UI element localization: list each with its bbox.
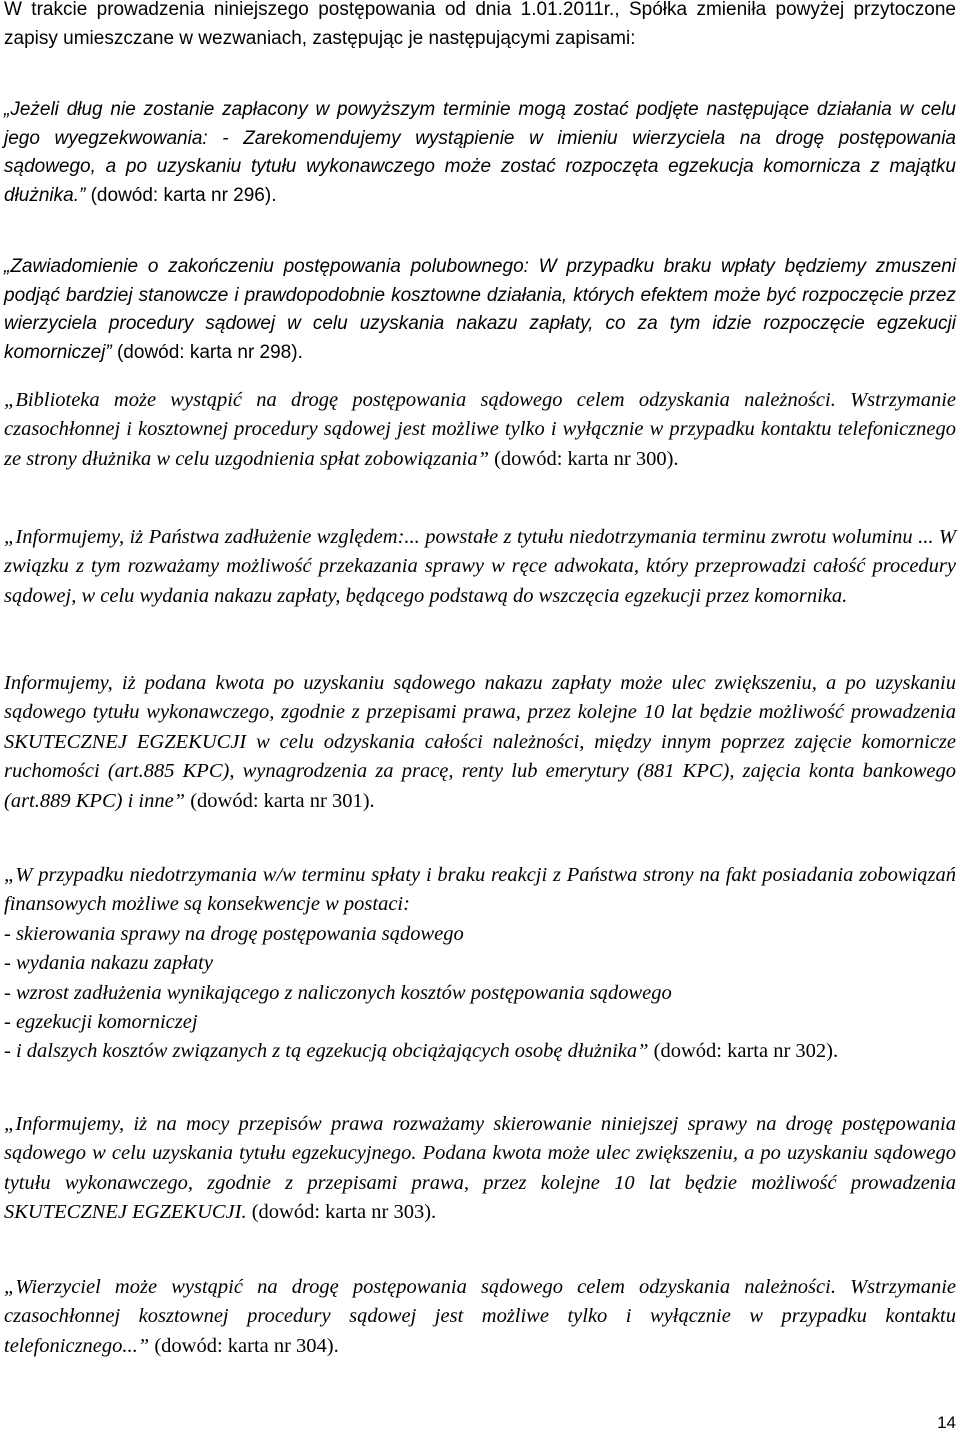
quote-300 (4, 386, 956, 474)
consequence-item-4: - egzekucji komorniczej (4, 1011, 198, 1034)
quote-304 (4, 1273, 956, 1361)
evidence-ref-303: (dowód: karta nr 303). (246, 1201, 437, 1224)
consequence-item-2: - wydania nakazu zapłaty (4, 952, 213, 975)
quote-301-part1 (4, 523, 956, 611)
quote-303 (4, 1110, 956, 1228)
consequence-item-1: - skierowania sprawy na drogę postępowania sądowego (4, 922, 464, 945)
quote-301-text2: Informujemy, iż podana kwota po uzyskaniu sądowego nakazu zapłaty może ulec zwiększeniu, a po uzyskaniu sądowego tytułu wykonawczego, zgodnie z przepisami prawa, przez kolejne 10 lat będzie możliwość prowadzenia SKUTECZNEJ EGZEKUCJI w celu odzyskania całości należności, między innym poprzez zajęcie komornicze ruchomości (art.885 KPC), wynagrodzenia za pracę, renty lub emerytury (881 KPC), zajęcia konta bankowego (art.889 KPC) i inne” (4, 672, 956, 812)
quote-296 (4, 96, 956, 210)
evidence-ref-302: (dowód: karta nr 302). (648, 1040, 839, 1063)
evidence-ref-301: (dowód: karta nr 301). (185, 789, 375, 812)
quote-298-text: „Zawiadomienie o zakończeniu postępowania polubownego: W przypadku braku wpłaty będziemy zmuszeni podjąć bardziej stanowcze i prawdopodobnie kosztowne działania, których efektem może być rozpoczęcie przez wierzyciela procedury sądowej w celu uzyskania nakazu zapłaty, co za tym idzie rozpoczęcie egzekucji komorniczej” (4, 256, 956, 363)
quote-301-text: „Informujemy, iż Państwa zadłużenie względem:... powstałe z tytułu niedotrzymania terminu zwrotu woluminu ... W związku z tym rozważamy możliwość przekazania sprawy w ręce adwokata, który przeprowadzi całość procedury sądowej, w celu wydania nakazu zapłaty, będącego podstawą do wszczęcia egzekucji przez komornika. (4, 526, 956, 607)
consequence-item-5: - i dalszych kosztów związanych z tą egzekucją obciążających osobę dłużnika” (4, 1040, 649, 1063)
consequence-item-5-wrap (4, 1037, 956, 1066)
quote-304-text: „Wierzyciel może wystąpić na drogę postępowania sądowego celem odzyskania należności. Wstrzymanie czasochłonnej kosztownej procedury sądowej jest możliwe tylko i wyłącznie w przypadku kontaktu telefonicznego...” (4, 1276, 956, 1357)
page-number: 14 (937, 1413, 956, 1432)
evidence-ref-296: (dowód: karta nr 296). (85, 184, 277, 206)
evidence-ref-304: (dowód: karta nr 304). (149, 1334, 339, 1357)
intro-paragraph: W trakcie prowadzenia niniejszego postępowania od dnia 1.01.2011r., Spółka zmieniła powyżej przytoczone zapisy umieszczane w wezwaniach, zastępując je następującymi zapisami: (4, 0, 956, 49)
consequence-item-3: - wzrost zadłużenia wynikającego z naliczonych kosztów postępowania sądowego (4, 981, 672, 1004)
quote-302 (4, 861, 956, 1067)
evidence-ref-300: (dowód: karta nr 300). (488, 447, 679, 470)
quote-301-part2 (4, 669, 956, 816)
quote-303-text: „Informujemy, iż na mocy przepisów prawa rozważamy skierowanie niniejszej sprawy na drogę postępowania sądowego w celu uzyskania tytułu egzekucyjnego. Podana kwota może ulec zwiększeniu, a po uzyskaniu sądowego tytułu wykonawczego, zgodnie z przepisami prawa, przez kolejne 10 lat będzie możliwość prowadzenia SKUTECZNEJ EGZEKUCJI. (4, 1113, 956, 1224)
quote-302-intro: „W przypadku niedotrzymania w/w terminu spłaty i braku reakcji z Państwa strony na fakt posiadania zobowiązań finansowych możliwe są konsekwencje w postaci: (4, 864, 956, 916)
quote-300-text: „Biblioteka może wystąpić na drogę postępowania sądowego celem odzyskania należności. Wstrzymanie czasochłonnej i kosztownej procedury sądowej jest możliwe tylko i wyłącznie w przypadku kontaktu telefonicznego ze strony dłużnika w celu uzgodnienia spłat zobowiązania” (4, 389, 956, 470)
quote-296-body: - Zarekomendujemy wystąpienie w imieniu wierzyciela na drogę postępowania sądowego, a po uzyskaniu tytułu wykonawczego może zostać rozpoczęta egzekucja komornicza z majątku dłużnika.” (4, 127, 956, 206)
quote-298 (4, 253, 956, 367)
evidence-ref-298: (dowód: karta nr 298). (111, 341, 303, 363)
quote-296-lead: „Jeżeli dług nie zostanie zapłacony w powyższym terminie mogą zostać podjęte następujące działania w celu jego wyegzekwowania: (4, 99, 956, 149)
